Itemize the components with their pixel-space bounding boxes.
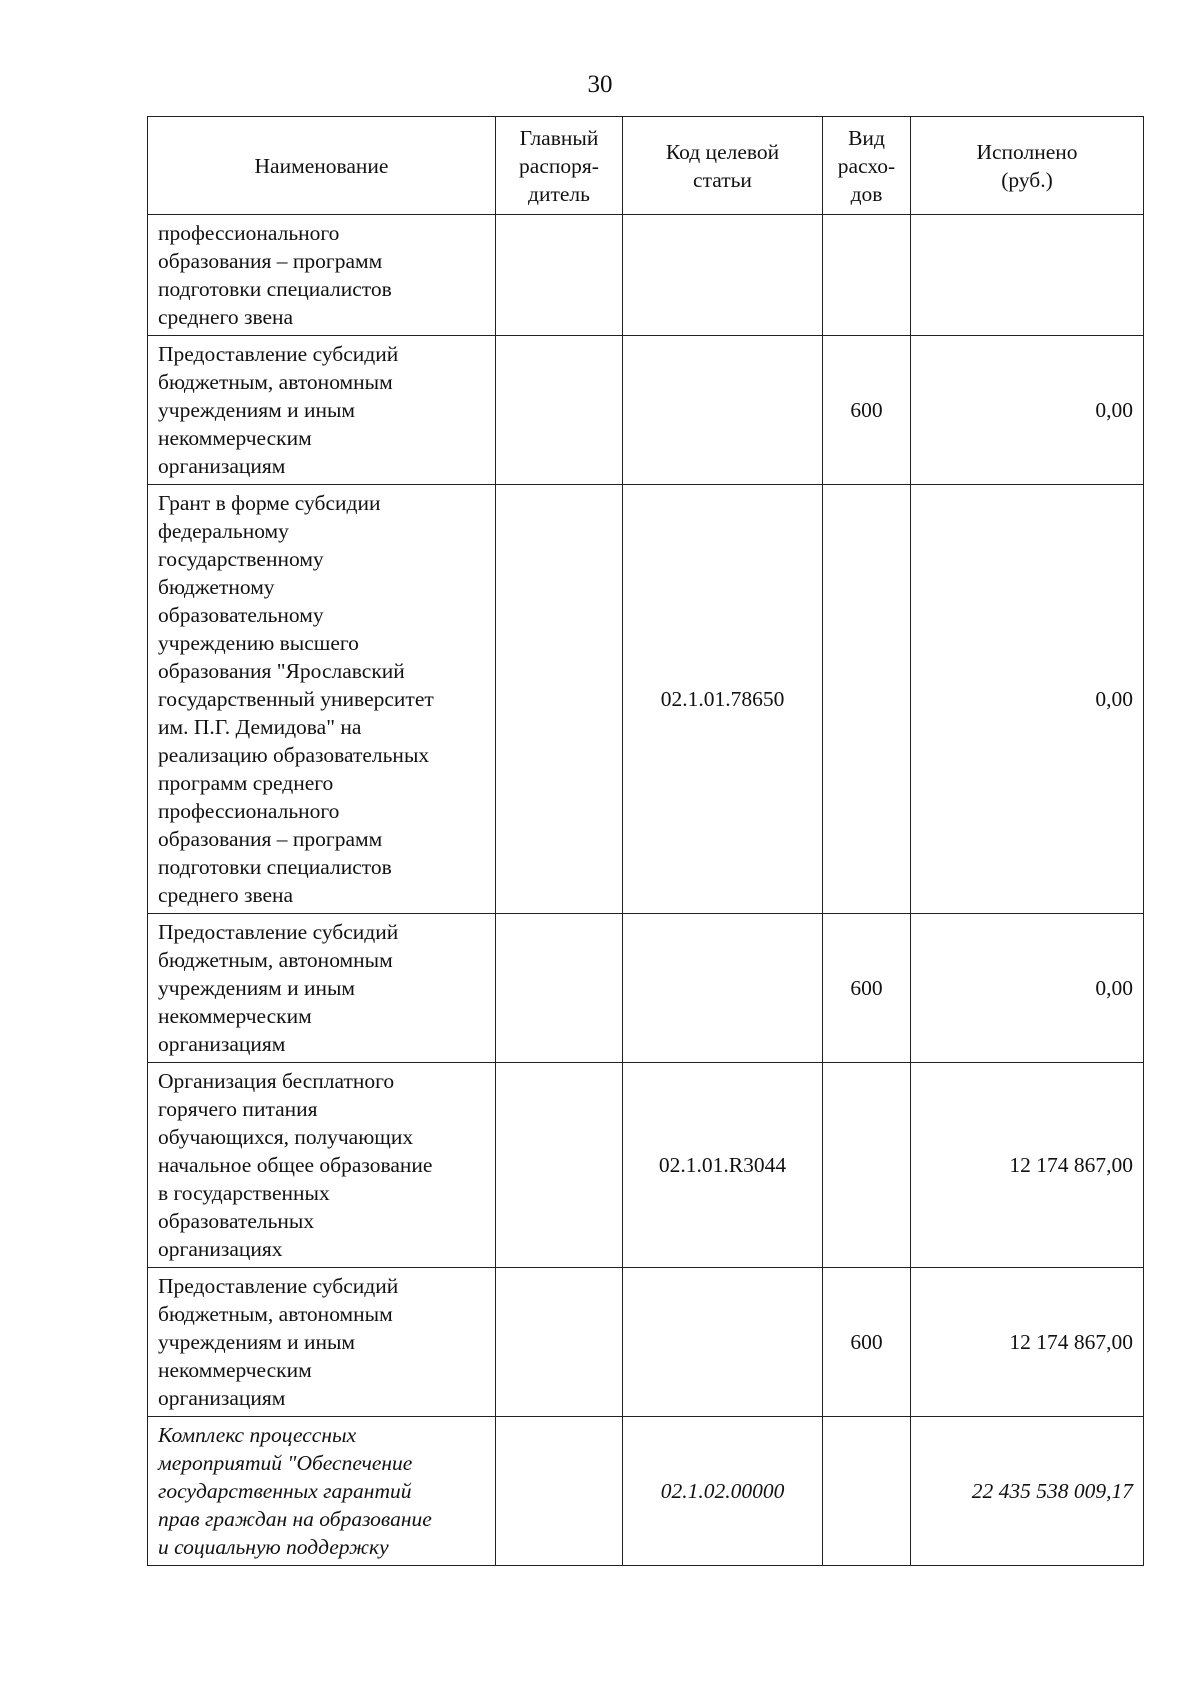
table-row [148, 1063, 1144, 1268]
cell-main-manager [496, 336, 623, 485]
cell-expense-type [823, 1063, 911, 1268]
header-target-code: Код целевой статьи [623, 117, 823, 215]
cell-target-code: 02.1.02.00000 [623, 1417, 823, 1566]
cell-target-code [623, 336, 823, 485]
cell-executed-amount: 0,00 [911, 914, 1144, 1063]
cell-target-code [623, 914, 823, 1063]
header-expense-type: Вид расхо- дов [823, 117, 911, 215]
table-row [148, 1268, 1144, 1417]
header-name: Наименование [148, 117, 496, 215]
cell-main-manager [496, 914, 623, 1063]
cell-target-code [623, 1268, 823, 1417]
cell-executed-amount: 22 435 538 009,17 [911, 1417, 1144, 1566]
cell-name: профессионального образования – программ подготовки специалистов среднего звена [148, 215, 496, 336]
cell-expense-type: 600 [823, 914, 911, 1063]
header-main-manager: Главный распоря- дитель [496, 117, 623, 215]
cell-target-code: 02.1.01.78650 [623, 485, 823, 914]
expenditure-table [147, 116, 1144, 1566]
cell-name: Предоставление субсидий бюджетным, автономным учреждениям и иным некоммерческим организациям [148, 914, 496, 1063]
cell-target-code: 02.1.01.R3044 [623, 1063, 823, 1268]
cell-executed-amount [911, 215, 1144, 336]
cell-target-code [623, 215, 823, 336]
table-row [148, 485, 1144, 914]
table-header-row [148, 117, 1144, 215]
cell-name: Грант в форме субсидии федеральному государственному бюджетному образовательному учреждению высшего образования "Ярославский государственный университет им. П.Г. Демидова" на реализацию образовательных программ среднего профессионального образования – программ подготовки специалистов среднего звена [148, 485, 496, 914]
cell-executed-amount: 0,00 [911, 485, 1144, 914]
cell-executed-amount: 0,00 [911, 336, 1144, 485]
cell-expense-type [823, 485, 911, 914]
cell-main-manager [496, 215, 623, 336]
table-row [148, 215, 1144, 336]
cell-main-manager [496, 485, 623, 914]
cell-expense-type: 600 [823, 336, 911, 485]
table-row [148, 1417, 1144, 1566]
cell-main-manager [496, 1063, 623, 1268]
table-row [148, 914, 1144, 1063]
cell-name: Предоставление субсидий бюджетным, автономным учреждениям и иным некоммерческим организациям [148, 1268, 496, 1417]
cell-expense-type [823, 215, 911, 336]
table-row [148, 336, 1144, 485]
cell-main-manager [496, 1268, 623, 1417]
cell-expense-type: 600 [823, 1268, 911, 1417]
cell-expense-type [823, 1417, 911, 1566]
cell-executed-amount: 12 174 867,00 [911, 1063, 1144, 1268]
page-number: 30 [587, 71, 613, 98]
cell-executed-amount: 12 174 867,00 [911, 1268, 1144, 1417]
header-executed-amount: Исполнено (руб.) [911, 117, 1144, 215]
cell-main-manager [496, 1417, 623, 1566]
cell-name: Организация бесплатного горячего питания обучающихся, получающих начальное общее образование в государственных образовательных организациях [148, 1063, 496, 1268]
cell-name: Предоставление субсидий бюджетным, автономным учреждениям и иным некоммерческим организациям [148, 336, 496, 485]
cell-name: Комплекс процессных мероприятий "Обеспечение государственных гарантий прав граждан на образование и социальную поддержку [148, 1417, 496, 1566]
